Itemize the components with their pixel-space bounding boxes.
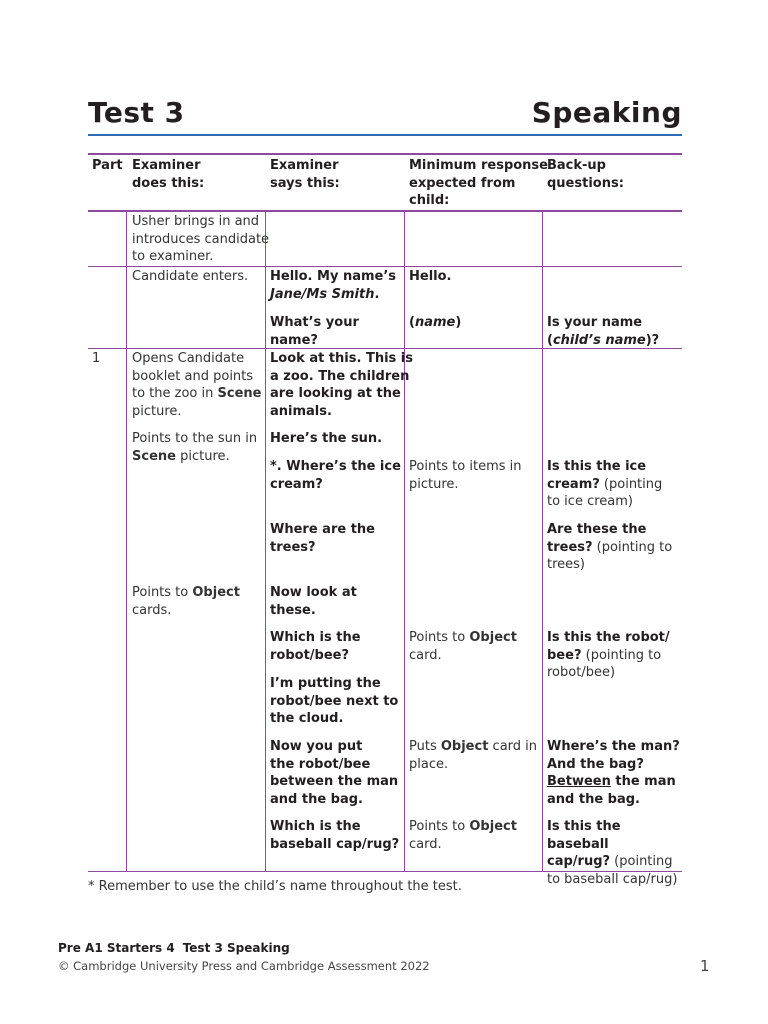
footer-title [58,941,298,955]
points-to-object-card-2: Points to Object card. [409,819,517,852]
man-bag-backup: Where’s the man? And the bag? Between the man and the bag. [547,739,680,807]
name-question: What’s your name? [270,315,359,348]
header-min-response: Minimum response expected from child: [409,158,548,208]
footer-copyright: © Cambridge University Press and Cambridge Assessment 2022 [58,959,430,973]
footer-section: Test 3 Speaking [182,941,290,955]
section-title: Speaking [531,96,682,129]
part-number: 1 [92,351,101,366]
column-divider [265,211,266,872]
header-examiner-does: Examiner does this: [132,158,205,191]
column-divider [542,211,543,872]
cap-backup: Is this the baseball cap/rug? (pointing to baseball cap/rug) [547,819,678,887]
putting-robot: I’m putting the robot/bee next to the cloud. [270,676,399,726]
points-to-items: Points to items in picture. [409,459,522,492]
hello-response: Hello. [409,269,452,284]
header-backup: Back-up questions: [547,158,624,191]
heres-the-sun: Here’s the sun. [270,431,383,446]
footer-book: Pre A1 Starters 4 [58,941,175,955]
footnote: * Remember to use the child’s name throughout the test. [88,879,462,894]
candidate-enters: Candidate enters. [132,269,249,284]
hello-line: Hello. My name’s Jane/Ms Smith. [270,269,397,302]
ice-cream-question: *. Where’s the ice cream? [270,459,401,492]
title-divider [88,134,682,136]
now-you-put: Now you put the robot/bee between the man and the bag. [270,739,399,807]
points-to-object-card: Points to Object card. [409,630,517,663]
look-at-this: Look at this. This is a zoo. The children are looking at the animals. [270,351,413,419]
name-backup: Is your name (child’s name)? [547,315,660,348]
name-response: (name) [409,315,462,330]
header-bottom-rule [88,210,682,212]
table-top-rule [88,153,682,155]
column-divider [404,211,405,872]
points-to-object-cards: Points to Object cards. [132,585,240,618]
points-to-sun: Points to the sun in Scene picture. [132,431,258,464]
puts-object-card: Puts Object card in place. [409,739,538,772]
test-title: Test 3 [88,96,185,129]
ice-cream-backup: Is this the ice cream? (pointing to ice cream) [547,459,663,509]
header-part: Part [92,158,123,173]
usher-instruction: Usher brings in and introduces candidate to examiner. [132,214,270,264]
now-look-at-these: Now look at these. [270,585,357,618]
trees-backup: Are these the trees? (pointing to trees) [547,522,673,572]
robot-backup: Is this the robot/ bee? (pointing to robot/bee) [547,630,670,680]
column-divider [126,211,127,872]
trees-question: Where are the trees? [270,522,375,555]
cap-question: Which is the baseball cap/rug? [270,819,400,852]
page-header [88,96,682,136]
opens-booklet: Opens Candidate booklet and points to the zoo in Scene picture. [132,351,262,419]
row-divider [88,266,682,267]
robot-question: Which is the robot/bee? [270,630,361,663]
header-examiner-says: Examiner says this: [270,158,340,191]
page-number: 1 [700,957,710,975]
